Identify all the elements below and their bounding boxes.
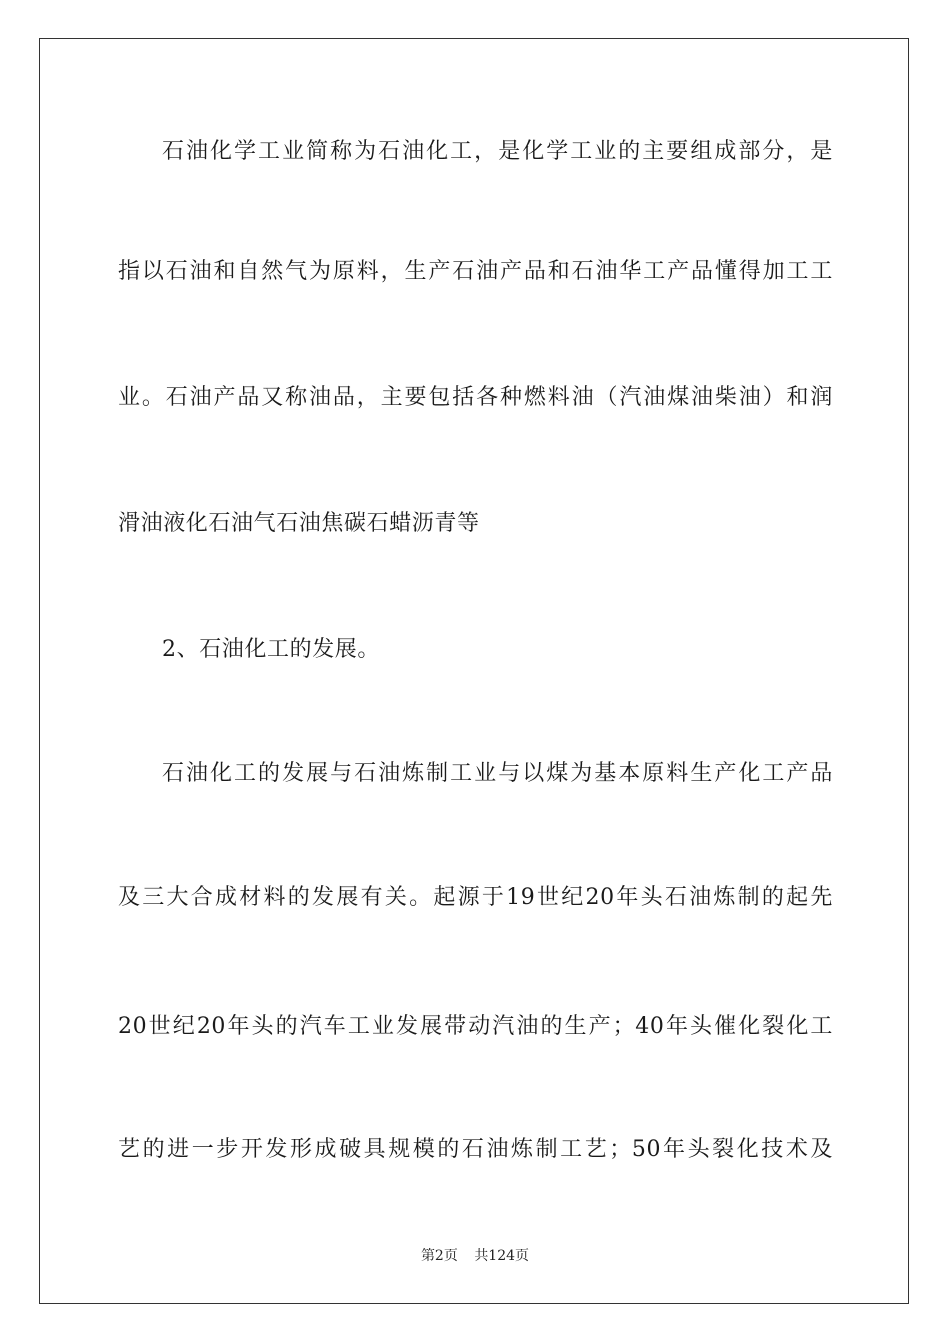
paragraph-line-2: 指以石油和自然气为原料，生产石油产品和石油华工产品懂得加工工 (118, 259, 833, 284)
page-total: 共124页 (474, 1248, 530, 1264)
paragraph-line-3: 业。石油产品又称油品，主要包括各种燃料油（汽油煤油柴油）和润 (118, 385, 833, 410)
paragraph-line-5: 石油化工的发展与石油炼制工业与以煤为基本原料生产化工产品 (162, 761, 833, 786)
paragraph-line-4: 滑油液化石油气石油焦碳石蜡沥青等 (118, 511, 480, 536)
paragraph-line-6: 及三大合成材料的发展有关。起源于19世纪20年头石油炼制的起先 (118, 885, 833, 910)
paragraph-line-8: 艺的进一步开发形成破具规模的石油炼制工艺；50年头裂化技术及 (118, 1137, 833, 1162)
paragraph-line-7: 20世纪20年头的汽车工业发展带动汽油的生产；40年头催化裂化工 (118, 1014, 833, 1039)
page-number: 第2页 (420, 1248, 458, 1264)
paragraph-line-1: 石油化学工业简称为石油化工，是化学工业的主要组成部分，是 (162, 139, 833, 164)
section-heading: 2、石油化工的发展。 (162, 637, 380, 662)
page-border (39, 38, 909, 1304)
page-footer (0, 1246, 950, 1266)
